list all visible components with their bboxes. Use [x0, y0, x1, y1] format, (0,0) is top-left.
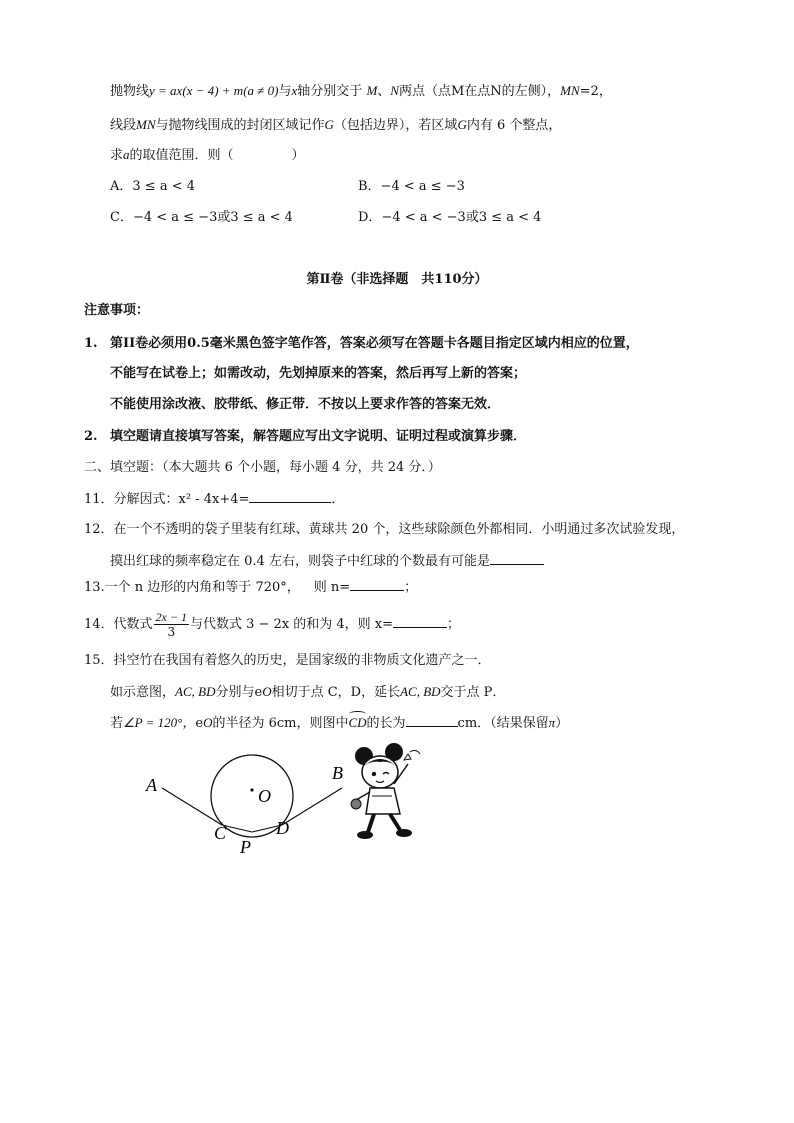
q13: 13.一个 n 边形的内角和等于 720°， 则 n= ；	[84, 580, 418, 595]
notice-title: 注意事项：	[84, 303, 150, 318]
q12-line1: 12．在一个不透明的袋子里装有红球、黄球共 20 个，这些球除颜色外都相同．小明通过多次试验发现，	[84, 522, 685, 537]
label-d: D	[276, 818, 289, 838]
notice-item1-line2: 不能写在试卷上；如需改动，先划掉原来的答案，然后再写上新的答案；	[110, 366, 527, 381]
q15-line1: 15．抖空竹在我国有着悠久的历史，是国家级的非物质文化遗产之一．	[84, 653, 491, 668]
q10-line1: 抛物线y = ax(x − 4) + m(a ≠ 0)与x轴分别交于 M、N两点（点M在点N的左侧），MN=2，	[110, 83, 612, 99]
center-point	[250, 788, 253, 791]
label-p: P	[240, 837, 251, 857]
label-b: B	[332, 763, 343, 783]
notice-item1-line1: 第II卷必须用0.5毫米黑色签字笔作答，答案必须写在答题卡各题目指定区域内相应的位置，	[110, 336, 639, 351]
q10-line2: 线段MN与抛物线围成的封闭区域记作G（包括边界），若区域G内有 6 个整点，	[110, 117, 562, 133]
part2-title: 二、填空题：（本大题共 6 个小题，每小题 4 分，共 24 分．）	[84, 460, 441, 475]
q10-option-a: A．3 ≤ a < 4	[110, 179, 195, 194]
q14-answer-blank	[393, 615, 447, 628]
notice-item2-line1: 填空题请直接填写答案，解答题应写出文字说明、证明过程或演算步骤．	[110, 429, 527, 444]
section-title: 第Ⅱ卷（非选择题 共110分）	[306, 272, 488, 287]
notice-item2-number: 2.	[84, 429, 98, 444]
label-c: C	[214, 823, 227, 843]
q14: 14．代数式 $\frac{2x - 1}{3}$ 与代数式 3 − 2x 的和为 4，则 x= ；	[84, 610, 461, 639]
arc-cd-label: CD	[348, 715, 367, 730]
q10-line3: 求a的取值范围．则（ ）	[110, 147, 305, 163]
label-o: O	[258, 786, 271, 806]
label-a: A	[146, 775, 157, 795]
q12-answer-blank	[490, 552, 544, 565]
notice-item1-number: 1.	[84, 336, 98, 351]
q10-option-d: D．−4 < a < −3或3 ≤ a < 4	[358, 210, 542, 225]
q11: 11．分解因式：x² - 4x+4= ．	[84, 492, 345, 507]
q10-option-b: B．−4 < a ≤ −3	[358, 179, 465, 194]
q12-line2: 摸出红球的频率稳定在 0.4 左右，则袋子中红球的个数最有可能是	[110, 552, 544, 571]
q15-line2: 如示意图，AC, BD分别与eO相切于点 C，D，延长AC, BD交于点 P．	[110, 684, 506, 700]
q15-line3: 若∠P = 120°，eO的半径为 6cm，则图中CD的长为 cm．（结果保留π）	[110, 715, 569, 731]
q15-answer-blank	[406, 714, 458, 727]
mascot-illustration	[350, 740, 430, 845]
q14-fraction: $\frac{2x - 1}{3}$	[155, 610, 187, 639]
notice-item1-line3: 不能使用涂改液、胶带纸、修正带．不按以上要求作答的答案无效．	[110, 397, 501, 412]
mascot-svg	[350, 740, 430, 845]
q11-answer-blank	[249, 490, 331, 503]
q13-answer-blank	[350, 578, 404, 591]
q10-option-c: C．−4 < a ≤ −3或3 ≤ a < 4	[110, 210, 293, 225]
